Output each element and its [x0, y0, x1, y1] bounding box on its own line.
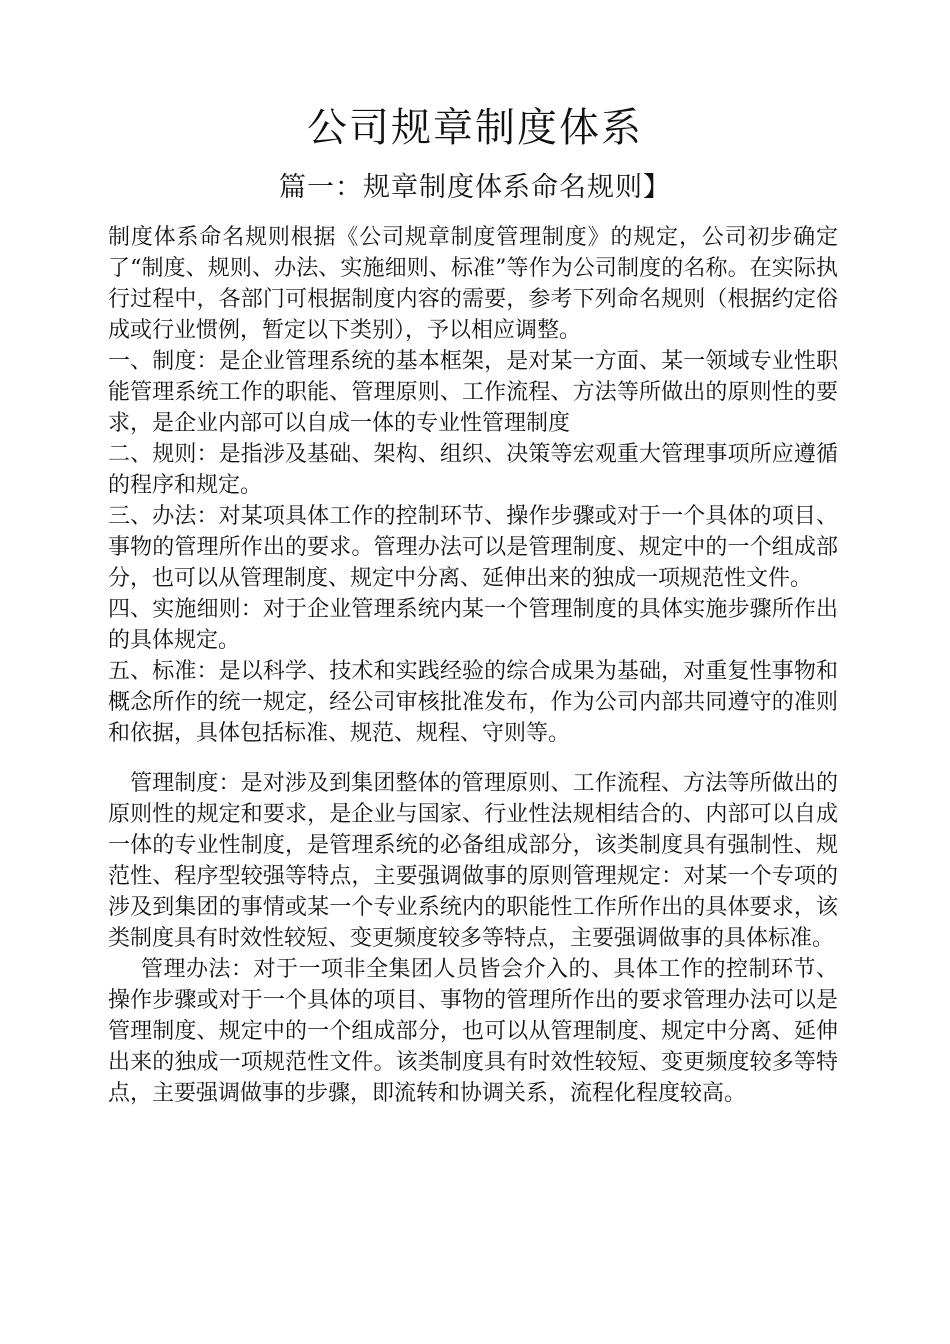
- item-paragraph-3: 三、办法：对某项具体工作的控制环节、操作步骤或对于一个具体的项目、事物的管理所作出的要求。管理办法可以是管理制度、规定中的一个组成部分，也可以从管理制度、规定中分离、延伸出来的独成一项规范性文件。: [108, 504, 838, 591]
- management-system-paragraph: 管理制度：是对涉及到集团整体的管理原则、工作流程、方法等所做出的原则性的规定和要求，是企业与国家、行业性法规相结合的、内部可以自成一体的专业性制度，是管理系统的必备组成部分，该类制度具有强制性、规范性、程序型较强等特点，主要强调做事的原则管理规定：对某一个专项的涉及到集团的事情或某一个专业系统内的职能性工作所作出的具体要求，该类制度具有时效性较短、变更频度较多等特点，主要强调做事的具体标准。: [108, 771, 838, 951]
- item-paragraph-2: 二、规则：是指涉及基础、架构、组织、决策等宏观重大管理事项所应遵循的程序和规定。: [108, 442, 838, 498]
- document-subtitle: 篇一：规章制度体系命名规则】: [279, 172, 671, 203]
- item-paragraph-1: 一、制度：是企业管理系统的基本框架，是对某一方面、某一领域专业性职能管理系统工作的职能、管理原则、工作流程、方法等所做出的原则性的要求，是企业内部可以自成一体的专业性管理制度: [108, 349, 838, 436]
- item-paragraph-5: 五、标准：是以科学、技术和实践经验的综合成果为基础，对重复性事物和概念所作的统一规定，经公司审核批准发布，作为公司内部共同遵守的准则和依据，具体包括标准、规范、规程、守则等。: [108, 659, 838, 746]
- management-method-paragraph: 管理办法：对于一项非全集团人员皆会介入的、具体工作的控制环节、操作步骤或对于一个具体的项目、事物的管理所作出的要求管理办法可以是管理制度、规定中的一个组成部分，也可以从管理制度、规定中分离、延伸出来的独成一项规范性文件。该类制度具有时效性较短、变更频度较多等特点，主要强调做事的步骤，即流转和协调关系，流程化程度较高。: [108, 957, 838, 1106]
- document-title: 公司规章制度体系: [307, 105, 643, 151]
- intro-paragraph: 制度体系命名规则根据《公司规章制度管理制度》的规定，公司初步确定了“制度、规则、办法、实施细则、标准”等作为公司制度的名称。在实际执行过程中，各部门可根据制度内容的需要，参考下列命名规则（根据约定俗成或行业惯例，暂定以下类别），予以相应调整。: [108, 225, 838, 343]
- item-paragraph-4: 四、实施细则：对于企业管理系统内某一个管理制度的具体实施步骤所作出的具体规定。: [108, 597, 838, 653]
- paragraph-spacer: [108, 749, 838, 768]
- document-body: [108, 222, 838, 1109]
